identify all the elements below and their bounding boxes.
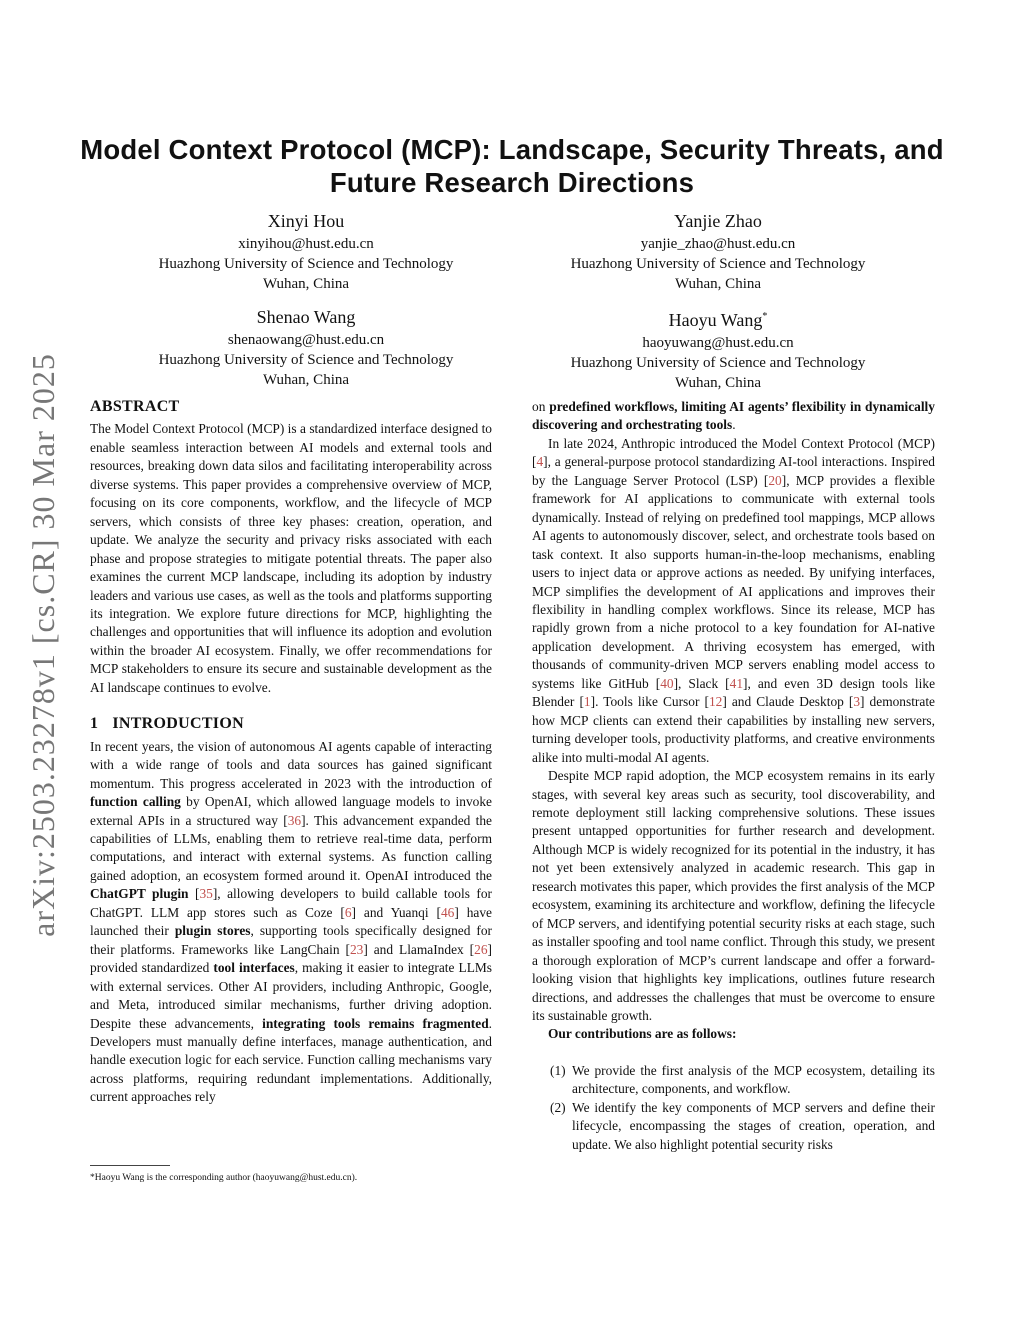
footnote: *Haoyu Wang is the corresponding author (haoyuwang@hust.edu.cn).	[90, 1173, 358, 1183]
author-block	[106, 306, 506, 390]
paper-title	[70, 133, 954, 199]
mcp-intro-paragraph: In late 2024, Anthropic introduced the Model Context Protocol (MCP)[4], a general-purpose protocol standardizing AI-tool interactions. Inspired by the Language Server Protocol (LSP) [20], MCP provides a flexible framework for AI applications to communicate with external tools dynamically. Instead of relying on predefined tool mappings, MCP allows AI agents to autonomously discover, select, and orchestrate tools based on task context. It also supports human-in-the-loop mechanisms, enabling users to inject data or approve actions as needed. By unifying interfaces, MCP simplifies the development of AI applications and improves their flexibility in handling complex workflows. Since its release, MCP has rapidly grown from a niche protocol to a key foundation for AI-native application development. A thriving ecosystem has emerged, with thousands of community-driven MCP servers enabling model access to systems like GitHub [40], Slack [41], and even 3D design tools like Blender [1]. Tools like Cursor [12] and Claude Desktop [3] demonstrate how MCP clients can extend their capabilities by installing new servers, turning developer tools, productivity platforms, and creative environments alike into multi-modal AI agents.	[532, 435, 936, 765]
contributions-heading: Our contributions are as follows:	[548, 1026, 737, 1042]
author-affiliation: Huazhong University of Science and Technology	[570, 355, 866, 371]
citation-link[interactable]: 36	[287, 812, 302, 828]
footnote-rule	[90, 1165, 170, 1166]
author-location: Wuhan, China	[674, 375, 762, 391]
author-affiliation: Huazhong University of Science and Technology	[570, 256, 866, 272]
contributions-list	[532, 1062, 935, 1154]
author-block	[106, 210, 506, 294]
citation-link[interactable]: 26	[474, 941, 488, 957]
citation-link[interactable]: 3	[853, 694, 861, 710]
author-location: Wuhan, China	[262, 372, 350, 388]
author-affiliation: Huazhong University of Science and Technology	[158, 352, 454, 368]
citation-link[interactable]: 40	[660, 675, 674, 691]
corresponding-mark: *	[762, 311, 768, 322]
abstract-heading: ABSTRACT	[90, 398, 180, 415]
title-line-1: Model Context Protocol (MCP): Landscape, Security Threats, and	[80, 134, 944, 165]
citation-link[interactable]: 12	[708, 694, 723, 710]
arxiv-stamp: arXiv:2503.23278v1 [cs.CR] 30 Mar 2025	[25, 353, 61, 937]
citation-link[interactable]: 6	[344, 904, 352, 920]
intro-paragraph: In recent years, the vision of autonomous AI agents capable of interacting with a wide range of tools and data sources has gained significant momentum. This progress accelerated in 2023 with the introduction of function calling by OpenAI, which allowed language models to invoke external APIs in a structured way [36]. This advancement expanded the capabilities of LLMs, enabling them to retrieve real-time data, perform computations, and interact with external systems. As function calling gained adoption, an ecosystem formed around it. OpenAI introduced the ChatGPT plugin [35], allowing developers to build callable tools for ChatGPT. LLM app stores such as Coze [6] and Yuanqi [46] have launched their plugin stores, supporting tools specifically designed for their platforms. Frameworks like LangChain [23] and LlamaIndex [26] provided standardized tool interfaces, making it easier to integrate LLMs with external services. Other AI providers, including Anthropic, Google, and Meta, introduced similar mechanisms, further driving adoption. Despite these advancements, integrating tools remains fragmented. Developers must manually define interfaces, manage authentication, and handle execution logic for each service. Function calling mechanisms vary across platforms, requiring redundant implementations. Additionally, current approaches rely	[90, 738, 493, 1105]
section-title: INTRODUCTION	[112, 715, 244, 733]
abstract-text: The Model Context Protocol (MCP) is a standardized interface designed to enable seamless interaction between AI models and external tools and resources, breaking down data silos and facilitating interoperability across diverse systems. This paper provides a comprehensive overview of MCP, focusing on its core components, workflow, and the lifecycle of MCP servers, which consists of three key phases: creation, operation, and update. We analyze the security and privacy risks associated with each phase and propose strategies to mitigate potential threats. The paper also examines the current MCP landscape, including its adoption by industry leaders and various use cases, as well as the tools and platforms supporting its integration. We explore future directions for MCP, highlighting the challenges and opportunities that will influence its adoption and evolution within the broader AI ecosystem. Finally, we offer recommendations for MCP stakeholders to ensure its secure and sustainable development as the AI landscape continues to evolve.	[90, 421, 492, 695]
title-line-2: Future Research Directions	[329, 167, 695, 198]
right-column	[532, 398, 935, 1154]
author-email: xinyihou@hust.edu.cn	[238, 236, 374, 252]
author-block	[518, 210, 918, 294]
motivation-paragraph: Despite MCP rapid adoption, the MCP ecosystem remains in its early stages, with several key areas such as security, tool discoverability, and remote deployment still lacking comprehensive solutions. These issues present untapped opportunities for further research and development. Although MCP is widely recognized for its potential in the industry, it has not yet been extensively analyzed in academic research. This gap in research motivates this paper, which provides the first analysis of the MCP ecosystem, examining its architecture and workflow, defining the lifecycle of MCP servers, and identifying potential security risks at each stage, such as installer spoofing and tool name conflict. Through this study, we present a thorough exploration of MCP’s current landscape and offer a forward-looking vision that highlights key implications, outlines future research directions, and addresses the challenges that must be overcome to ensure its sustainable growth.	[532, 768, 935, 1023]
author-name: Xinyi Hou	[267, 211, 345, 231]
list-item: (2) We identify the key components of MCP servers and define their lifecycle, encompassing the stages of creation, operation, and update. We also highlight potential security risks	[550, 1099, 935, 1152]
citation-link[interactable]: 23	[349, 941, 364, 957]
list-item: (1) We provide the first analysis of the MCP ecosystem, detailing its architecture, components, and workflow.	[550, 1062, 935, 1097]
author-name: Shenao Wang	[256, 307, 356, 327]
author-name: Yanjie Zhao	[674, 211, 762, 231]
citation-link[interactable]: 4	[536, 454, 544, 470]
author-affiliation: Huazhong University of Science and Technology	[158, 256, 454, 272]
citation-link[interactable]: 1	[583, 694, 591, 710]
author-block	[518, 306, 918, 393]
author-email: shenaowang@hust.edu.cn	[227, 332, 385, 348]
citation-link[interactable]: 35	[199, 886, 213, 902]
continued-paragraph: on predefined workflows, limiting AI agents’ flexibility in dynamically discovering and orchestrating tools.	[532, 399, 935, 433]
author-location: Wuhan, China	[674, 276, 762, 292]
citation-link[interactable]: 41	[729, 675, 744, 691]
left-column	[90, 398, 492, 1107]
section-number: 1	[90, 715, 99, 733]
author-email: yanjie_zhao@hust.edu.cn	[640, 236, 796, 252]
citation-link[interactable]: 46	[440, 904, 455, 920]
citation-link[interactable]: 20	[768, 472, 782, 488]
section-heading	[90, 715, 492, 733]
author-location: Wuhan, China	[262, 276, 350, 292]
author-name: Haoyu Wang*	[668, 310, 768, 330]
author-email: haoyuwang@hust.edu.cn	[642, 335, 794, 351]
